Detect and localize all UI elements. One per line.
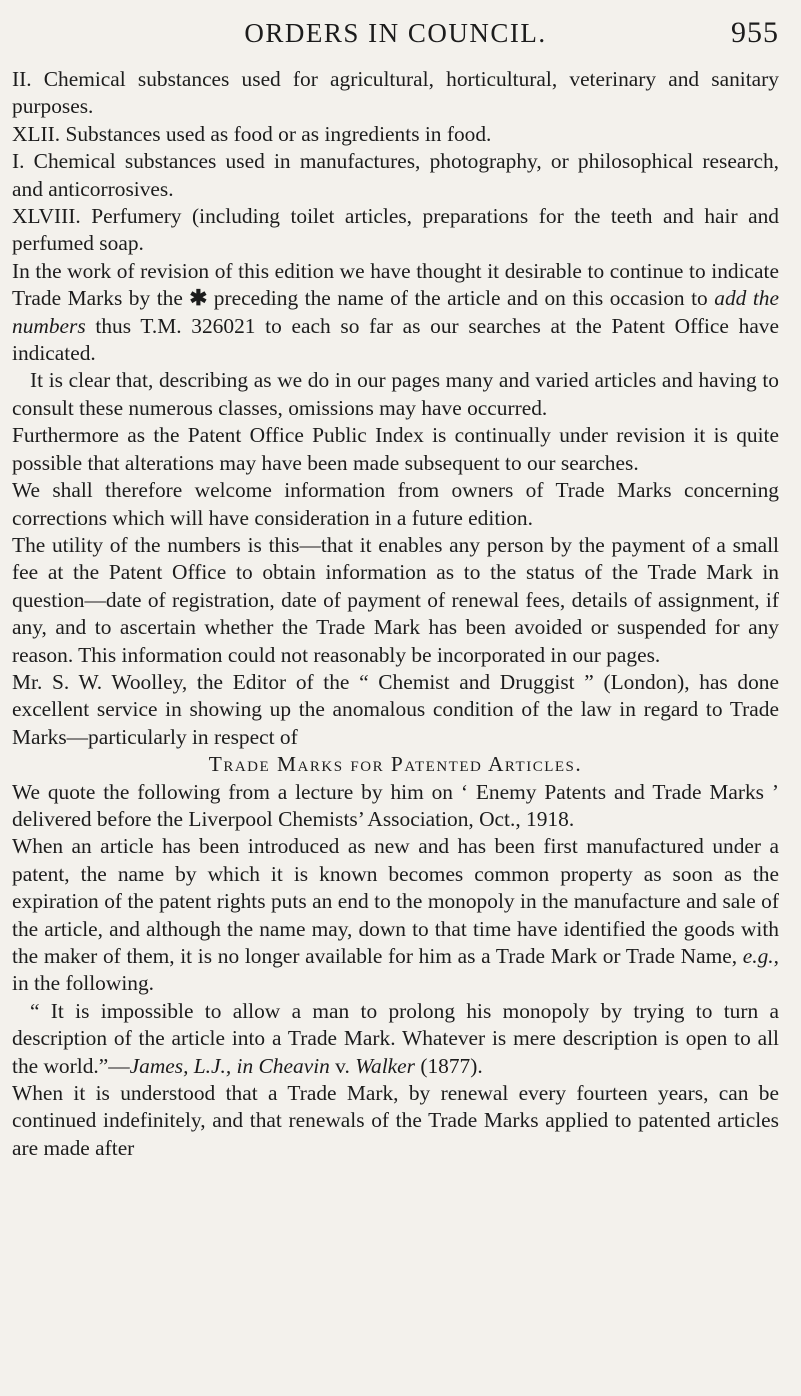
renewal-paragraph: When it is understood that a Trade Mark, by renewal every fourteen years, can be continued indefinitely, and that renewals of the Trade Marks applied to patented articles are made after: [12, 1081, 779, 1160]
running-head: ORDERS IN COUNCIL.: [244, 18, 547, 48]
page-header: [12, 14, 779, 66]
welcome-paragraph: We shall therefore welcome information from owners of Trade Marks concerning corrections which will have consideration in a future edition.: [12, 478, 779, 530]
revision-emphasis: add the numbers: [12, 286, 779, 338]
james-citation: James, L.J., in Cheavin: [129, 1053, 330, 1078]
revision-text-before: In the work of revision of this edition we have thought it desirable to continue to indicate Trade Marks by the: [12, 258, 779, 311]
quote-intro-paragraph: We quote the following from a lecture by him on ‘ Enemy Patents and Trade Marks ’ delivered before the Liverpool Chemists’ Association, Oct., 1918.: [12, 779, 779, 831]
james-quote-text: “ It is impossible to allow a man to prolong his monopoly by trying to turn a description of the article into a Trade Mark. Whatever is mere description is open to all the world.”—: [12, 998, 779, 1078]
class-xlii-paragraph: XLII. Substances used as food or as ingredients in food.: [12, 121, 492, 146]
introduced-paragraph: [12, 833, 779, 997]
class-xlviii-paragraph: XLVIII. Perfumery (including toilet articles, preparations for the teeth and hair and perfumed soap.: [12, 204, 779, 256]
james-quote-paragraph: [12, 998, 779, 1080]
revision-paragraph: [12, 258, 779, 368]
introduced-emphasis: e.g.: [742, 944, 774, 968]
woolley-paragraph: Mr. S. W. Woolley, the Editor of the “ Chemist and Druggist ” (London), has done excellent service in showing up the anomalous condition of the law in regard to Trade Marks—particularly in respect of: [12, 669, 779, 749]
page-number: 955: [731, 16, 779, 49]
james-year: (1877).: [415, 1053, 483, 1078]
section-heading: Trade Marks for Patented Articles.: [208, 752, 583, 777]
class-i-paragraph: I. Chemical substances used in manufactures, photography, or philosophical research, and anticorrosives.: [12, 149, 779, 201]
class-ii-paragraph: II. Chemical substances used for agricultural, horticultural, veterinary and sanitary purposes.: [12, 67, 779, 119]
revision-text-after: thus T.M. 326021 to each so far as our searches at the Patent Office have indicated.: [12, 313, 779, 366]
introduced-text-after: , in the following.: [12, 944, 779, 996]
utility-paragraph: The utility of the numbers is this—that it enables any person by the payment of a small fee at the Patent Office to obtain information as to the status of the Trade Mark in question—date of registration, date of payment of renewal fees, details of assignment, if any, and to ascertain whether the Trade Mark has been avoided or suspended for any reason. This information could not reasonably be incorporated in our pages.: [12, 532, 779, 667]
introduced-text: When an article has been introduced as new and has been first manufactured under a patent, the name by which it is known becomes common property as soon as the expiration of the patent rights puts an end to the monopoly in the manufacture and sale of the article, and although the name may, down to that time have identified the goods with the maker of them, it is no longer available for him as a Trade Mark or Trade Name,: [12, 834, 779, 968]
body-text: [12, 66, 779, 1162]
trade-mark-star-icon: ✱: [189, 286, 208, 311]
revision-text-middle: preceding the name of the article and on this occasion to: [207, 286, 715, 311]
omissions-paragraph: It is clear that, describing as we do in our pages many and varied articles and having to consult these numerous classes, omissions may have occurred.: [12, 368, 779, 420]
furthermore-paragraph: Furthermore as the Patent Office Public Index is continually under revision it is quite possible that alterations may have been made subsequent to our searches.: [12, 423, 779, 475]
james-citation-walker: Walker: [355, 1053, 415, 1078]
james-versus: v.: [329, 1053, 356, 1078]
